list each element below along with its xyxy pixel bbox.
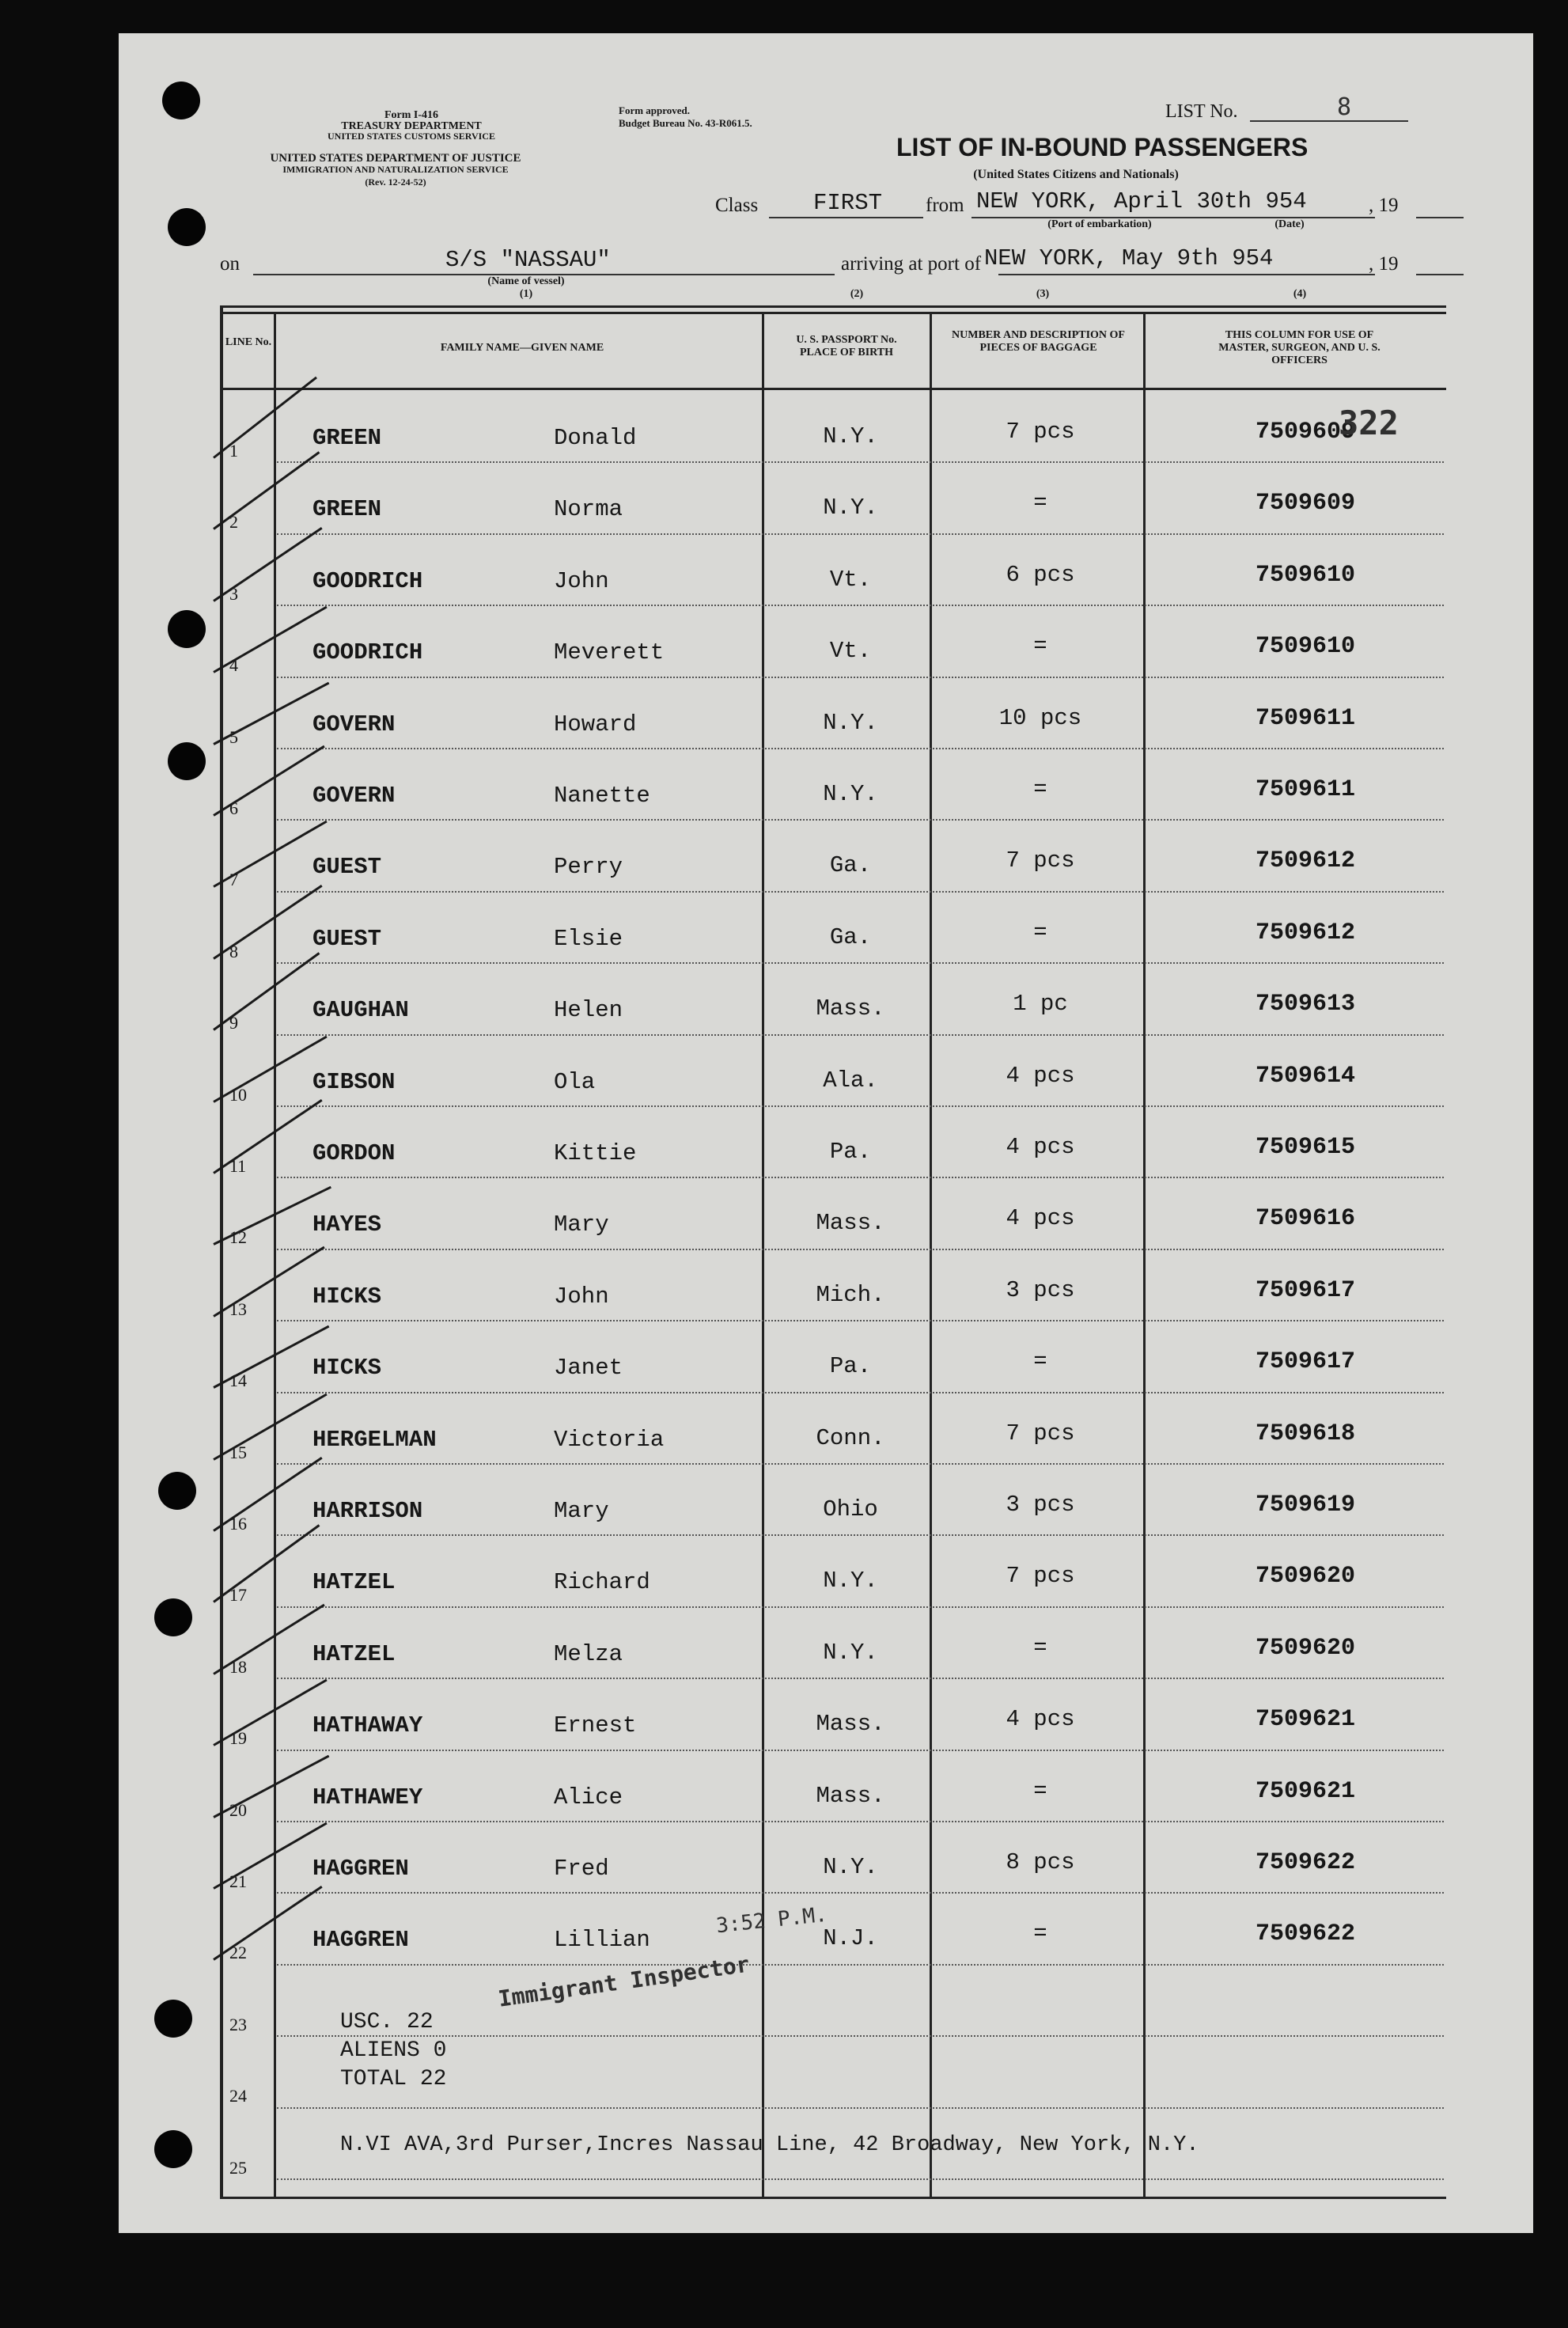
given-name: Elsie <box>554 925 623 952</box>
baggage-count: 10 pcs <box>998 704 1082 731</box>
ins-service: IMMIGRATION AND NATURALIZATION SERVICE <box>282 164 509 175</box>
place-of-birth: Conn. <box>816 1424 885 1451</box>
officer-code: 7509617 <box>1255 1276 1356 1304</box>
given-name: Mary <box>554 1498 609 1524</box>
col-num-2: (2) <box>850 288 864 300</box>
baggage-count: 4 pcs <box>1006 1134 1075 1160</box>
family-name: HICKS <box>312 1283 382 1310</box>
line-number: 21 <box>229 1871 247 1891</box>
place-of-birth: N.Y. <box>823 781 878 807</box>
year-line-1 <box>1416 217 1464 218</box>
total-usc: USC. 22 <box>340 2010 434 2034</box>
baggage-count: 3 pcs <box>1006 1276 1075 1303</box>
on-label: on <box>220 253 240 275</box>
baggage-count: 4 pcs <box>1006 1706 1075 1733</box>
arriving-label: arriving at port of <box>841 253 982 275</box>
given-name: Nanette <box>554 783 650 809</box>
baggage-count: 7 pcs <box>1006 847 1075 874</box>
line-number: 9 <box>229 1013 238 1033</box>
table-row <box>0 749 1568 821</box>
treasury-dept: TREASURY DEPARTMENT <box>341 120 482 132</box>
table-row <box>0 1178 1568 1249</box>
table-row <box>0 1250 1568 1321</box>
officer-code: 7509609 <box>1255 419 1356 446</box>
family-name: HICKS <box>312 1355 382 1382</box>
line-number: 22 <box>229 1943 247 1963</box>
col-header-passport: U. S. PASSPORT No. PLACE OF BIRTH <box>796 334 897 359</box>
customs-service: UNITED STATES CUSTOMS SERVICE <box>328 131 495 142</box>
binder-hole <box>154 2000 192 2038</box>
table-top-border <box>220 305 1446 308</box>
year-suffix-1: , 19 <box>1369 195 1399 216</box>
family-name: GUEST <box>312 854 382 881</box>
line-number: 10 <box>229 1084 247 1105</box>
place-of-birth: N.Y. <box>823 423 878 449</box>
embark-caption: (Port of embarkation) <box>1047 218 1152 230</box>
officer-code: 7509618 <box>1255 1420 1356 1447</box>
class-line <box>769 217 923 218</box>
place-of-birth: N.Y. <box>823 1568 878 1594</box>
arrival-line <box>998 274 1375 275</box>
officer-code: 7509620 <box>1255 1634 1356 1662</box>
given-name: Howard <box>554 711 637 737</box>
given-name: Alice <box>554 1784 623 1810</box>
family-name: GORDON <box>312 1140 396 1166</box>
baggage-count: 1 pc <box>1013 991 1068 1018</box>
family-name: GUEST <box>312 925 382 952</box>
baggage-count: = <box>1033 1777 1047 1804</box>
line-number: 1 <box>229 441 238 461</box>
officer-code: 7509611 <box>1255 776 1356 803</box>
given-name: Fred <box>554 1856 609 1882</box>
officer-code: 7509615 <box>1255 1134 1356 1161</box>
baggage-count: = <box>1033 919 1047 946</box>
table-row <box>0 821 1568 892</box>
line-number: 4 <box>229 655 238 676</box>
table-row <box>0 1465 1568 1536</box>
place-of-birth: Vt. <box>829 566 872 593</box>
officer-code: 7509621 <box>1255 1777 1356 1805</box>
given-name: John <box>554 1283 609 1310</box>
family-name: GOVERN <box>312 783 396 809</box>
justice-dept: UNITED STATES DEPARTMENT OF JUSTICE <box>270 152 521 165</box>
baggage-count: = <box>1033 633 1047 660</box>
date-caption: (Date) <box>1274 218 1305 230</box>
place-of-birth: Ga. <box>829 923 872 950</box>
table-row <box>0 1393 1568 1465</box>
row-separator <box>277 2107 1444 2109</box>
officer-code: 7509614 <box>1255 1062 1356 1090</box>
officer-code: 7509612 <box>1255 919 1356 946</box>
line-number: 18 <box>229 1656 247 1677</box>
row-separator <box>277 2178 1444 2180</box>
total-aliens: ALIENS 0 <box>340 2038 447 2063</box>
officer-code: 7509621 <box>1255 1706 1356 1734</box>
table-row <box>0 1321 1568 1393</box>
line-number: 7 <box>229 870 238 890</box>
table-row <box>0 1822 1568 1894</box>
officer-code: 7509612 <box>1255 847 1356 875</box>
family-name: HAYES <box>312 1211 382 1238</box>
col-num-4: (4) <box>1293 288 1307 300</box>
handwritten-322: 322 <box>1339 404 1399 442</box>
given-name: Meverett <box>554 639 665 666</box>
family-name: GREEN <box>312 425 382 451</box>
total-total: TOTAL 22 <box>340 2067 447 2091</box>
given-name: Ola <box>554 1068 596 1095</box>
form-number: Form I-416 <box>384 109 439 121</box>
place-of-birth: Ga. <box>829 852 872 879</box>
place-of-birth: Pa. <box>829 1139 872 1165</box>
place-of-birth: Mass. <box>816 1782 885 1809</box>
budget-bureau: Budget Bureau No. 43-R061.5. <box>619 117 752 129</box>
place-of-birth: Mass. <box>816 1210 885 1237</box>
baggage-count: = <box>1033 1920 1047 1947</box>
line-number: 25 <box>229 2157 247 2178</box>
given-name: Ernest <box>554 1712 637 1739</box>
col-header-baggage: NUMBER AND DESCRIPTION OF PIECES OF BAGGAGE <box>952 329 1125 355</box>
list-label: LIST No. <box>1165 101 1238 122</box>
line-number: 3 <box>229 583 238 604</box>
given-name: Janet <box>554 1355 623 1382</box>
table-row <box>0 678 1568 749</box>
baggage-count: 3 pcs <box>1006 1492 1075 1518</box>
line-number: 6 <box>229 798 238 818</box>
table-row <box>0 535 1568 606</box>
class-label: Class <box>715 195 759 216</box>
line-number: 16 <box>229 1514 247 1534</box>
family-name: GOODRICH <box>312 639 423 666</box>
baggage-count: 6 pcs <box>1006 561 1075 588</box>
line-number: 24 <box>229 2086 247 2106</box>
line-number: 15 <box>229 1442 247 1462</box>
vessel-name: S/S "NASSAU" <box>445 247 611 273</box>
table-row <box>0 1679 1568 1750</box>
from-value: NEW YORK, April 30th 954 <box>976 188 1307 214</box>
form-approved: Form approved. <box>619 104 691 116</box>
line-number: 12 <box>229 1227 247 1248</box>
family-name: GOVERN <box>312 711 396 737</box>
year-line-2 <box>1416 274 1464 275</box>
given-name: Norma <box>554 496 623 523</box>
place-of-birth: Pa. <box>829 1353 872 1380</box>
family-name: HERGELMAN <box>312 1426 437 1453</box>
baggage-count: 4 pcs <box>1006 1062 1075 1089</box>
given-name: Lillian <box>554 1927 650 1954</box>
line-number: 8 <box>229 941 238 961</box>
line-number: 2 <box>229 512 238 533</box>
baggage-count: = <box>1033 776 1047 802</box>
vessel-caption: (Name of vessel) <box>487 275 565 287</box>
officer-code: 7509611 <box>1255 704 1356 732</box>
given-name: Perry <box>554 854 623 881</box>
place-of-birth: Ohio <box>823 1496 878 1522</box>
stamp-time: 3:52 P.M. <box>714 1902 829 1939</box>
line-number: 5 <box>229 726 238 747</box>
row-separator <box>277 2035 1444 2037</box>
place-of-birth: N.J. <box>823 1925 878 1952</box>
row-separator <box>277 1964 1444 1966</box>
officer-code: 7509609 <box>1255 490 1356 518</box>
table-row <box>0 1107 1568 1178</box>
line-number: 17 <box>229 1585 247 1606</box>
officer-code: 7509622 <box>1255 1920 1356 1948</box>
family-name: GAUGHAN <box>312 997 409 1024</box>
family-name: GOODRICH <box>312 567 423 594</box>
list-no-line <box>1250 120 1408 122</box>
officer-code: 7509613 <box>1255 991 1356 1018</box>
officer-code: 7509616 <box>1255 1205 1356 1233</box>
family-name: HATZEL <box>312 1569 396 1596</box>
baggage-count: 7 pcs <box>1006 1563 1075 1590</box>
given-name: Victoria <box>554 1426 665 1453</box>
table-row <box>0 1536 1568 1607</box>
family-name: HATHAWEY <box>312 1784 423 1810</box>
page-title: LIST OF IN-BOUND PASSENGERS <box>896 133 1309 161</box>
line-number: 14 <box>229 1371 247 1391</box>
line-number: 19 <box>229 1728 247 1749</box>
given-name: John <box>554 567 609 594</box>
table-row <box>0 463 1568 534</box>
baggage-count: = <box>1033 1634 1047 1661</box>
binder-hole <box>154 2130 192 2168</box>
place-of-birth: N.Y. <box>823 1639 878 1666</box>
table-row <box>0 606 1568 677</box>
officer-code: 7509617 <box>1255 1348 1356 1376</box>
from-label: from <box>926 195 964 216</box>
line-number: 20 <box>229 1799 247 1820</box>
header-bottom-rule <box>223 388 1446 390</box>
officer-code: 7509610 <box>1255 633 1356 661</box>
col-num-3: (3) <box>1036 288 1050 300</box>
list-number: 8 <box>1337 93 1352 121</box>
family-name: HATZEL <box>312 1640 396 1667</box>
line-number: 13 <box>229 1299 247 1319</box>
officer-code: 7509622 <box>1255 1849 1356 1876</box>
given-name: Kittie <box>554 1140 637 1166</box>
family-name: HAGGREN <box>312 1927 409 1954</box>
family-name: HAGGREN <box>312 1856 409 1882</box>
table-row <box>0 964 1568 1035</box>
place-of-birth: Mass. <box>816 1711 885 1738</box>
binder-hole <box>168 208 206 246</box>
family-name: GIBSON <box>312 1068 396 1095</box>
place-of-birth: N.Y. <box>823 709 878 736</box>
class-value: FIRST <box>813 190 883 216</box>
table-row <box>0 392 1568 463</box>
col-header-officers: THIS COLUMN FOR USE OF MASTER, SURGEON, AND U. S. OFFICERS <box>1218 329 1381 367</box>
line-number: 23 <box>229 2014 247 2034</box>
given-name: Donald <box>554 425 637 451</box>
given-name: Melza <box>554 1640 623 1667</box>
officer-code: 7509620 <box>1255 1563 1356 1591</box>
given-name: Helen <box>554 997 623 1024</box>
col-header-line: LINE No. <box>225 336 272 348</box>
revision: (Rev. 12-24-52) <box>365 176 426 188</box>
place-of-birth: N.Y. <box>823 495 878 521</box>
baggage-count: = <box>1033 1348 1047 1375</box>
place-of-birth: N.Y. <box>823 1854 878 1880</box>
baggage-count: 4 pcs <box>1006 1205 1075 1232</box>
place-of-birth: Mass. <box>816 995 885 1022</box>
officer-code: 7509610 <box>1255 561 1356 589</box>
table-row <box>0 1608 1568 1679</box>
family-name: HATHAWAY <box>312 1712 423 1739</box>
baggage-count: = <box>1033 490 1047 517</box>
table-row <box>0 893 1568 964</box>
baggage-count: 7 pcs <box>1006 1420 1075 1446</box>
family-name: GREEN <box>312 496 382 523</box>
page-subtitle: (United States Citizens and Nationals) <box>973 168 1179 181</box>
purser-line: N.VI AVA,3rd Purser,Incres Nassau Line, 42 Broadway, New York, N.Y. <box>340 2133 1199 2157</box>
officer-code: 7509619 <box>1255 1492 1356 1519</box>
table-bottom-border <box>220 2197 1446 2199</box>
inspector-stamp: Immigrant Inspector <box>496 1951 752 2012</box>
col-num-1: (1) <box>519 288 533 300</box>
col-header-name: FAMILY NAME—GIVEN NAME <box>440 342 604 354</box>
given-name: Mary <box>554 1211 609 1238</box>
baggage-count: 8 pcs <box>1006 1849 1075 1875</box>
table-row <box>0 1751 1568 1822</box>
place-of-birth: Ala. <box>823 1067 878 1094</box>
table-top-border-2 <box>220 312 1446 314</box>
table-row <box>0 1036 1568 1107</box>
year-suffix-2: , 19 <box>1369 253 1399 275</box>
place-of-birth: Vt. <box>829 638 872 665</box>
line-number: 11 <box>229 1156 247 1176</box>
binder-hole <box>162 82 200 119</box>
baggage-count: 7 pcs <box>1006 419 1075 445</box>
place-of-birth: Mich. <box>816 1281 885 1308</box>
family-name: HARRISON <box>312 1498 423 1524</box>
given-name: Richard <box>554 1569 650 1596</box>
arrival-value: NEW YORK, May 9th 954 <box>984 245 1274 271</box>
